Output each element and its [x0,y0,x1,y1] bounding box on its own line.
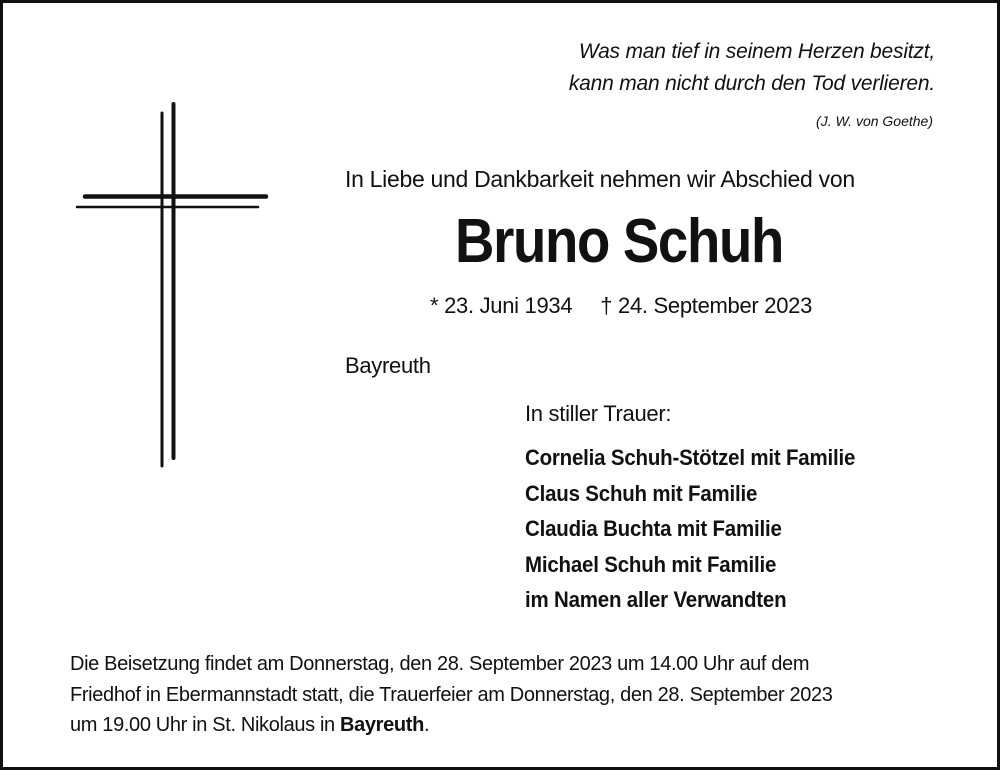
quote-author: (J. W. von Goethe) [816,113,933,129]
birth-date: * 23. Juni 1934 [430,293,573,318]
quote-line-2: kann man nicht durch den Tod verlieren. [568,72,935,95]
deceased-name: Bruno Schuh [455,207,783,276]
mourner-item: Claus Schuh mit Familie [525,480,758,506]
mourner-item: Claudia Buchta mit Familie [525,516,782,541]
death-date: † 24. September 2023 [600,293,813,318]
funeral-line-3-prefix: um 19.00 Uhr in St. Nikolaus in [70,714,341,736]
funeral-line-3-suffix: . [423,714,430,736]
funeral-location: Bayreuth [340,714,424,736]
cross-icon [3,3,303,483]
mourner-item: im Namen aller Verwandten [525,587,787,612]
mourner-item: Cornelia Schuh-Stötzel mit Familie [525,445,856,470]
funeral-line-1: Die Beisetzung findet am Donnerstag, den 28. September 2023 um 14.00 Uhr auf dem [70,653,810,675]
residence-place: Bayreuth [345,353,431,378]
intro-text: In Liebe und Dankbarkeit nehmen wir Abschied von [345,166,855,192]
funeral-details [70,649,833,741]
funeral-line-3 [70,710,833,741]
quote-line-1: Was man tief in seinem Herzen besitzt, [578,40,935,63]
funeral-line-2: Friedhof in Ebermannstadt statt, die Trauerfeier am Donnerstag, den 28. September 2023 [70,683,833,706]
mourner-item: Michael Schuh mit Familie [525,551,777,577]
life-dates [430,293,812,319]
mourners-list [525,440,880,618]
mourning-label: In stiller Trauer: [525,401,672,426]
